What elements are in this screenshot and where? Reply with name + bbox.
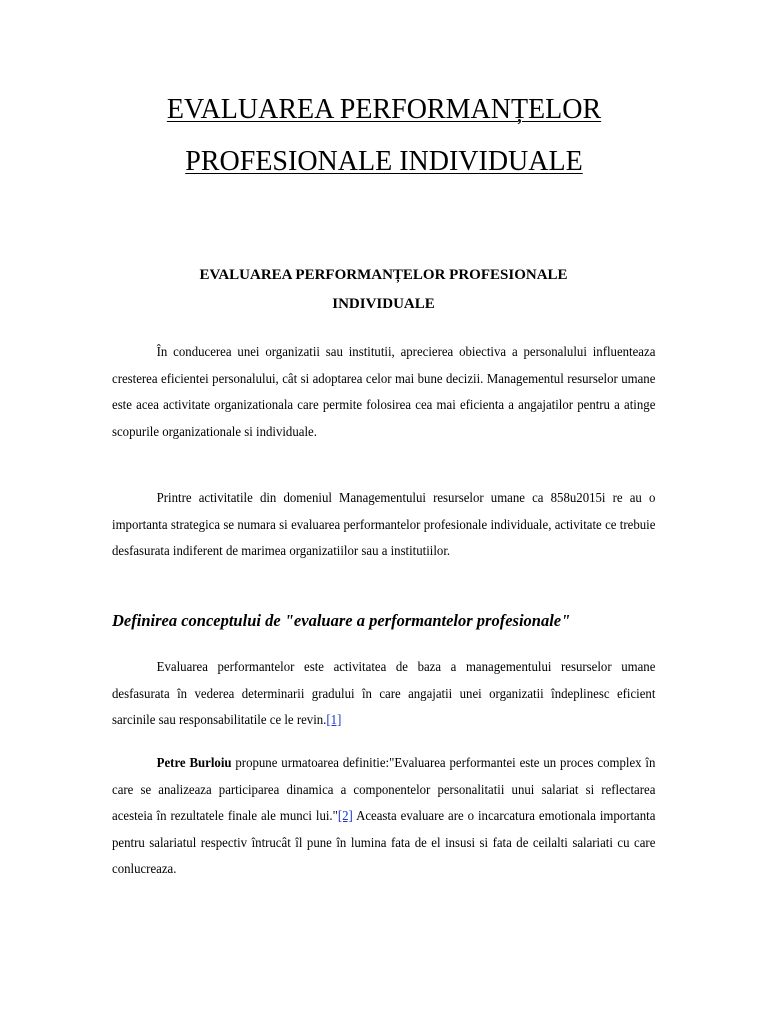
- main-title-line-2: PROFESIONALE INDIVIDUALE: [185, 146, 583, 177]
- paragraph-burloiu: [112, 750, 655, 883]
- paragraph-definition-text: Evaluarea performantelor este activitatea de baza a managementului resurselor umane desfasurata în vederea determinarii gradului în care angajatii unei organizatii îndeplinesc eficient sarcinile sau responsabilitatile ce le revin.: [112, 659, 656, 727]
- sub-title-line-1: EVALUAREA PERFORMANȚELOR PROFESIONALE: [199, 267, 568, 283]
- author-name: Petre Burloiu: [156, 755, 232, 770]
- paragraph-burloiu-text-a: propune urmatoarea definitie:"Evaluarea performantei este un proces complex în care se analizeaza participarea dinamica a componentelor personalitatii unui salariat si reflectarea acesteia în rezultatele finale ale munci lui.": [112, 755, 656, 823]
- footnote-link-2[interactable]: [2]: [337, 808, 353, 823]
- sub-title-line-2: INDIVIDUALE: [332, 296, 435, 312]
- paragraph-definition: [112, 654, 655, 734]
- paragraph-activities: Printre activitatile din domeniul Managementului resurselor umane ca 858u2015i re au o importanta strategica se numara si evaluarea performantelor profesionale individuale, activitate ce trebuie desfasurata indiferent de marimea organizatiilor sau a institutiilor.: [112, 490, 656, 558]
- section-heading-definition: Definirea conceptului de "evaluare a performantelor profesionale": [112, 611, 571, 630]
- paragraph-intro: În conducerea unei organizatii sau institutii, aprecierea obiectiva a personalului influenteaza cresterea eficientei personalului, cât si adoptarea celor mai bune decizii. Managementul resurselor umane este acea activitate organizationala care permite folosirea cea mai eficienta a angajatilor pentru a atinge scopurile organizationale si individuale.: [112, 344, 656, 439]
- paragraph-burloiu-text-b: Aceasta evaluare are o incarcatura emotionala importanta pentru salariatul respectiv întrucât îl pune în lumina fata de el insusi si fata de ceilalti salariati cu care conlucreaza.: [112, 808, 656, 876]
- footnote-link-1[interactable]: [1]: [326, 712, 342, 727]
- main-title-line-1: EVALUAREA PERFORMANȚELOR: [166, 94, 602, 125]
